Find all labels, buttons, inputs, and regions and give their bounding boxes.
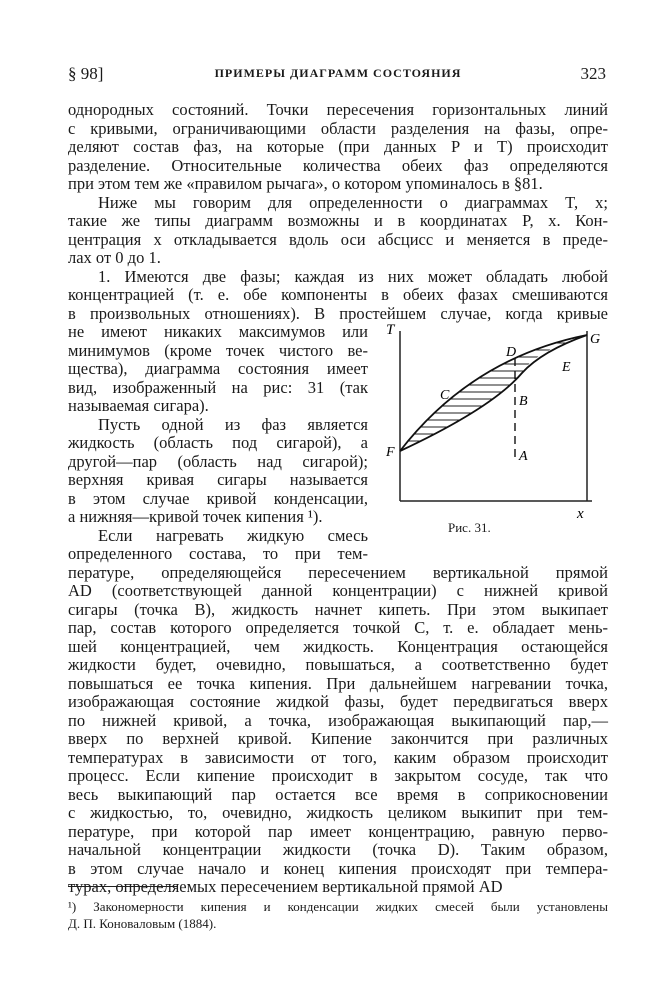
- text-line: концентрацией (т. е. обе компоненты в обеих фазах смешиваются: [68, 285, 608, 304]
- text-line: щества), диаграмма состояния имеет: [68, 359, 368, 378]
- text-line: жидкости будет, очевидно, повышаться, а соответственно будет: [68, 655, 608, 674]
- text-line: верхняя кривая сигары называется: [68, 470, 368, 489]
- text-line: процесс. Если кипение происходит в закрытом сосуде, так что: [68, 766, 608, 785]
- point-label-G: G: [590, 332, 601, 347]
- text-line: определенного состава, то при тем-: [68, 544, 368, 563]
- text-line: вид, изображенный на рис: 31 (так: [68, 377, 368, 397]
- text-line: разделение. Относительные количества обеих фаз определяются: [68, 155, 608, 175]
- text-line: минимумов (кроме точек чистого ве-: [68, 340, 368, 360]
- text-line: изображающая состояние жидкой фазы, будет передвигаться вверх: [68, 692, 608, 711]
- text-line: температурах в зависимости от того, каким образом происходит: [68, 747, 608, 767]
- hatching: [382, 343, 612, 441]
- text-line: весь выкипающий пар остается все время в соприкосновении: [68, 784, 608, 804]
- text-line: центрация x откладывается вдоль оси абсцисс и меняется в преде-: [68, 229, 608, 249]
- point-label-B: B: [519, 394, 528, 409]
- text-line: при этом тем же «правилом рычага», о котором упоминалось в §81.: [68, 174, 543, 193]
- footnote-line: ¹) Закономерности кипения и конденсации жидких смесей были установлены: [68, 899, 608, 914]
- footnote-line: Д. П. Коноваловым (1884).: [68, 916, 217, 931]
- text-line: называемая сигара).: [68, 396, 209, 415]
- text-line: AD (соответствующей данной концентрации) с нижней кривой: [68, 581, 608, 600]
- text-line: пар, состав которого определяется точкой C, т. е. обладает мень-: [68, 618, 608, 637]
- text-line: пературе, при которой пар имеет концентрацию, равную перво-: [68, 821, 608, 841]
- figure-31-cigar-diagram: [382, 323, 612, 538]
- page-number: 323: [580, 64, 606, 83]
- axis-label-T: T: [386, 323, 395, 338]
- text-line: с жидкостью, то, очевидно, жидкость целиком выкипит при тем-: [68, 803, 608, 822]
- text-line: деляют состав фаз, на которые (при данных P и T) происходит: [68, 137, 608, 156]
- page-header: [68, 64, 608, 86]
- text-line: пературе, определяющейся пересечением вертикальной прямой: [68, 562, 608, 582]
- text-line: Если нагревать жидкую смесь: [98, 525, 368, 545]
- text-line: такие же типы диаграмм возможны и в координатах P, x. Кон-: [68, 211, 608, 230]
- text-line: не имеют никаких максимумов или: [68, 322, 368, 341]
- text-line: шей концентрацией, чем жидкость. Концентрация остающейся: [68, 636, 608, 656]
- text-line: сигары (точка B), жидкость начнет кипеть. При этом выкипает: [68, 599, 608, 619]
- point-label-C: C: [440, 388, 450, 403]
- point-label-E: E: [562, 360, 571, 375]
- text-line: в произвольных отношениях). В простейшем случае, когда кривые: [68, 303, 608, 323]
- section-number: § 98]: [68, 64, 104, 83]
- text-line: повышаться ее точка кипения. При дальнейшем нагревании точка,: [68, 673, 608, 693]
- text-line: лах от 0 до 1.: [68, 248, 161, 267]
- text-line: с кривыми, ограничивающими области разделения на фазы, опре-: [68, 118, 608, 138]
- text-line: однородных состояний. Точки пересечения горизонтальных линий: [68, 100, 608, 119]
- text-line: жидкость (область под сигарой), а: [68, 433, 368, 452]
- text-line: Ниже мы говорим для определенности о диаграммах T, x;: [98, 192, 608, 212]
- point-label-F: F: [386, 445, 395, 460]
- text-line: 1. Имеются две фазы; каждая из них может обладать любой: [98, 266, 608, 286]
- text-line: турах, определяемых пересечением вертикальной прямой AD: [68, 877, 503, 896]
- text-line: в этом случае начало и конец кипения происходят при темпера-: [68, 858, 608, 878]
- text-line: начальной концентрации жидкости (точка D). Таким образом,: [68, 840, 608, 859]
- figure-caption: Рис. 31.: [448, 520, 491, 535]
- text-line: вверх по верхней кривой. Кипение закончится при различных: [68, 729, 608, 748]
- point-label-A: A: [519, 449, 528, 464]
- text-line: по нижней кривой, а точка, изображающая выкипающий пар,—: [68, 710, 608, 730]
- text-line: другой—пар (область над сигарой);: [68, 451, 368, 471]
- text-line: а нижняя—кривой точек кипения ¹).: [68, 507, 323, 526]
- text-line: Пусть одной из фаз является: [98, 414, 368, 434]
- text-line: в этом случае кривой конденсации,: [68, 488, 368, 508]
- running-title: ПРИМЕРЫ ДИАГРАММ СОСТОЯНИЯ: [214, 66, 462, 80]
- axis-label-x: x: [577, 506, 584, 522]
- point-label-D: D: [506, 345, 517, 360]
